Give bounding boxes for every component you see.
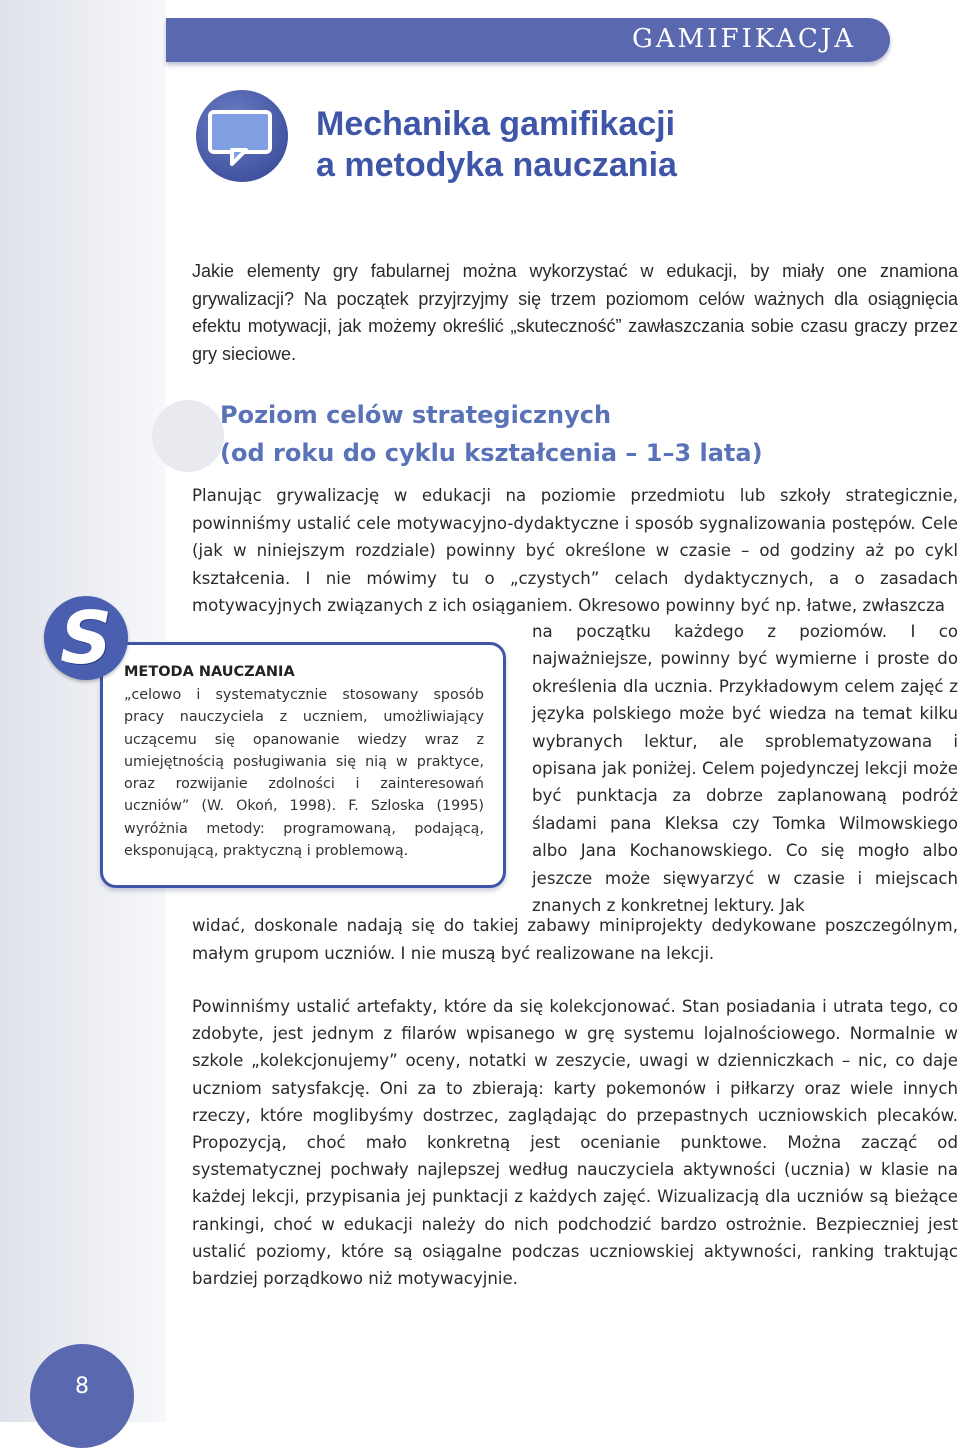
- page-number: 8: [75, 1374, 89, 1399]
- paragraph-goals-tail: widać, doskonale nadają się do takiej zabawy miniprojekty dedykowane poszczególnym, małym grupom uczniów. I nie muszą być realizowane na lekcji.: [192, 916, 958, 963]
- definition-title: METODA NAUCZANIA: [124, 664, 295, 680]
- speech-bubble-icon: [192, 88, 292, 188]
- section-heading-line2: (od roku do cyklu kształcenia – 1–3 lata): [220, 439, 763, 467]
- paragraph-goals-top: Planując grywalizację w edukacji na poziomie przedmiotu lub szkoły strategicznie, powinniśmy ustalić cele motywacyjno-dydaktyczne i sposób sygnalizowania postępów. Cele (jak w niniejszym rozdziale) powinny być określone w czasie – od godziny aż po cykl kształcenia. I nie mówimy tu o „czystych” celach dydaktycznych, a o zasadach motywacyjnych związanych z ich osiąganiem. Okresowo powinny być np. łatwe, zwłaszcza: [192, 486, 958, 615]
- section-heading: [220, 396, 763, 472]
- intro-paragraph: Jakie elementy gry fabularnej można wykorzystać w edukacji, by miały one znamiona grywalizacji? Na początek przyjrzyjmy się trzem poziomom celów ważnych dla osiągnięcia efektu motywacji, jak możemy określić „skuteczność” zawłaszczania sobie czasu graczy przez gry sieciowe.: [192, 261, 958, 364]
- header-section-label: GAMIFIKACJA: [632, 24, 856, 54]
- definition-badge: [44, 596, 128, 680]
- header-bar: [166, 18, 890, 62]
- definition-badge-letter: S: [60, 596, 112, 680]
- section-heading-line1: Poziom celów strategicznych: [220, 401, 612, 429]
- definition-text: „celowo i systematycznie stosowany sposób pracy nauczyciela z uczniem, umożliwiający uczącemu się opanowanie wiedzy wraz z umiejętnością posługiwania się nią w praktyce, oraz rozwijanie zdolności i zainteresowań uczniów” (W. Okoń, 1998). F. Szloska (1995) wyróżnia metody: programowaną, podającą, eksponującą, praktyczną i problemową.: [124, 687, 484, 860]
- section-marker: [152, 400, 224, 472]
- page-title-line2: a metodyka nauczania: [316, 146, 677, 184]
- paragraph-goals-column: na początku każdego z poziomów. I co najważniejsze, powinny być wymierne i proste do określenia dla ucznia. Przykładowym celem zajęć z języka polskiego może być wiedza na temat kilku wybranych lektur, ale sproblematyzowana i opisana jak poniżej. Celem pojedynczej lekcji może być punktacja za dobrze zaplanowaną podróż śladami pana Kleksa czy Tomka Wilmowskiego albo Jana Kochanowskiego. Co się mogło albo jeszcze może sięwyarzyć w czasie i miejscach znanych z konkretnej lektury. Jak: [532, 622, 958, 916]
- page-title: [316, 104, 677, 186]
- paragraph-artifacts: Powinniśmy ustalić artefakty, które da się kolekcjonować. Stan posiadania i utrata tego, co zdobyte, jest jednym z filarów wpisanego w grę systemu lojalnościowego. Normalnie w szkole „kolekcjonujemy” oceny, notatki w zeszycie, uwagi w dzienniczkach – nic, co daje uczniom satysfakcję. Oni za to zbierają: karty pokemonów i piłkarzy oraz wiele innych rzeczy, które moglibyśmy dostrzec, zaglądając do przepastnych uczniowskich plecaków. Propozycją, choć mało konkretną jest ocenianie punktowe. Można zacząć od systematycznej pochwały najlepszej według nauczyciela aktywności (ucznia) w klasie na każdej lekcji, przypisania jej punktacji z każdych zajęć. Wizualizacją dla uczniów są bieżące rankingi, choć w edukacji należy do nich podchodzić bardzo ostrożnie. Bezpieczniej jest ustalić poziomy, które są osiągalne podczas uczniowskiej aktywności, ranking traktując bardziej porządkowo niż motywacyjnie.: [192, 997, 958, 1289]
- page-title-line1: Mechanika gamifikacji: [316, 105, 676, 143]
